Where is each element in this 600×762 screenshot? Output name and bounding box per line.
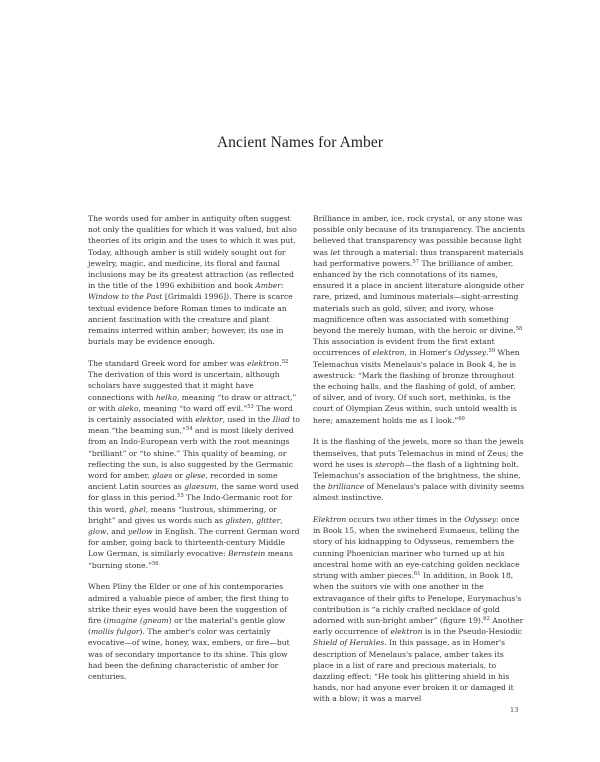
paragraph: When Pliny the Elder or one of his contemporaries admired a valuable piece of amber, the first thing to strike their eyes would have been the suggestion of fire (imagine (gneam) or the material's gentle glow (mollis fulgor). The amber's color was certainly evocative—of wine, honey, wax, embers, or fire—but was of secondary importance to its shine. This glow had been the defining characteristic of amber for centuries. xyxy=(88,582,290,681)
paragraph: The standard Greek word for amber was elektron.$^{52}$ The derivation of this word is uncertain, although scholars have suggested that it might have connections with helko, meaning “to draw or attract,” or with aleko, meaning “to ward off evil.”$^{53}$ The word is certainly associated with elektor, used in the Iliad to mean “the beaming sun,”$^{54}$ and is most likely derived from an Indo-European verb with the root meanings “brilliant” or “to shine.” This quality of beaming, or reflecting the sun, is also suggested by the Germanic word for amber, glaes or glese, recorded in some ancient Latin sources as glaesum, the same word used for glass in this period.$^{55}$ The Indo-Germanic root for this word, ghel, means “lustrous, shimmering, or bright” and gives us words such as glisten, glitter, glow, and yellow in English. The current German word for amber, going back to thirteenth-century Middle Low German, is similarly evocative: Bernstein means “burning stone.”$^{56}$ xyxy=(88,358,300,570)
paragraph: The words used for amber in antiquity often suggest not only the qualities for which it was valued, but also theories of its origin and the uses to which it was put. Today, although amber is still widely sought out for jewelry, magic, and medicine, its floral and faunal inclusions may be its greatest attraction (as reflected in the title of the 1996 exhibition and book Amber: Window to the Past [Grimaldi 1996]). There is scarce textual evidence before Roman times to indicate an ancient fascination with the creature and plant remains interred within amber; however, its use in burials may be evidence enough. xyxy=(88,214,297,347)
paragraph: It is the flashing of the jewels, more so than the jewels themselves, that puts Telemachus in mind of Zeus; the word he uses is steroph—the flash of a lightning bolt. Telemachus's association of the brightness, the shine, the brilliance of Menelaus's palace with divinity seems almost instinctive. xyxy=(313,437,525,503)
page-title: Ancient Names for Amber xyxy=(216,134,384,151)
page-number: 13 xyxy=(510,706,519,714)
left-column xyxy=(88,213,300,693)
paragraph: Brilliance in amber, ice, rock crystal, or any stone was possible only because of its transparency. The ancients believed that transparency was possible because light was let through a material: thus transparent materials had performative powers.$^{57}$ The brilliance of amber, enhanced by the rich connotations of its names, ensured it a place in ancient literature alongside other rare, prized, and luminous materials—sight-arresting materials such as gold, silver, and ivory, whose magnificence often was associated with something beyond the merely human, with the heroic or divine.$^{58}$ This association is evident from the first extant occurrences of elektron, in Homer's Odyssey.$^{59}$ When Telemachus visits Menelaus's palace in Book 4, he is awestruck: “Mark the flashing of bronze throughout the echoing halls, and the flashing of gold, of amber, of silver, and of ivory. Of such sort, methinks, is the court of Olympian Zeus within, such untold wealth is here; amazement holds me as I look.”$^{60}$ xyxy=(313,214,525,425)
paragraph: Elektron occurs two other times in the Odyssey: once in Book 15, when the swineherd Eumaeus, telling the story of his kidnapping to Odysseus, remembers the cunning Phoenician mariner who turned up at his ancestral home with an eye-catching golden necklace strung with amber pieces.$^{61}$ In addition, in Book 18, when the suitors vie with one another in the extravagance of their gifts to Penelope, Eurymachus's contribution is “a richly crafted necklace of gold adorned with sun-bright amber” (figure 19).$^{62}$ Another early occurrence of elektron is in the Pseudo-Hesiodic Shield of Herakles. In this passage, as in Homer's description of Menelaus's palace, amber takes its place in a list of rare and precious materials, to dazzling effect: “He took his glittering shield in his hands, nor had anyone ever broken it or damaged it with a blow; it was a marvel xyxy=(313,515,524,704)
right-column xyxy=(313,213,525,715)
